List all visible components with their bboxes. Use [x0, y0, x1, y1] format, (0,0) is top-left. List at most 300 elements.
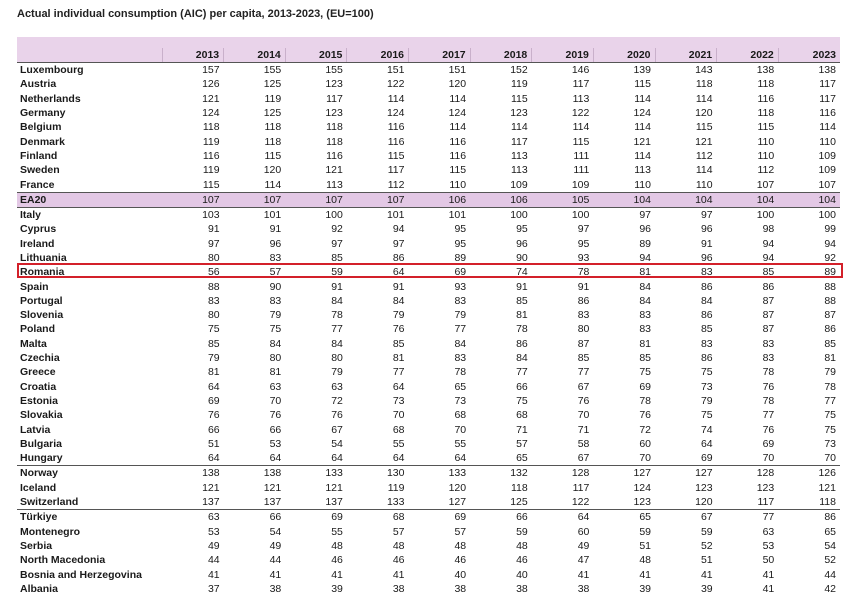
value-cell: 80 — [577, 323, 590, 336]
value-cell: 107 — [818, 178, 836, 191]
value-cell: 116 — [202, 149, 220, 162]
value-cell: 155 — [325, 64, 343, 77]
country-name: France — [20, 178, 55, 191]
value-cell: 115 — [634, 78, 651, 91]
value-cell: 92 — [331, 223, 343, 236]
value-cell: 77 — [331, 323, 343, 336]
value-cell: 81 — [392, 352, 405, 365]
value-cell: 117 — [572, 481, 590, 494]
value-cell: 113 — [511, 149, 528, 162]
year-header-2021: 2021 — [655, 48, 717, 63]
value-cell: 151 — [448, 64, 467, 77]
value-cell: 69 — [454, 266, 467, 279]
value-cell: 123 — [325, 107, 343, 120]
table-row-denmark — [17, 134, 840, 148]
value-cell: 125 — [263, 107, 282, 120]
value-cell: 83 — [454, 352, 467, 365]
value-cell: 123 — [695, 481, 713, 494]
value-cell: 80 — [269, 352, 282, 365]
value-cell: 121 — [818, 481, 836, 494]
value-cell: 110 — [757, 135, 775, 148]
country-name: Bosnia and Herzegovina — [20, 568, 142, 581]
value-cell: 132 — [470, 466, 532, 481]
value-cell: 123 — [510, 107, 528, 120]
value-cell: 97 — [577, 223, 590, 236]
value-cell: 79 — [392, 309, 405, 322]
value-cell: 54 — [824, 539, 836, 552]
table-row-estonia — [17, 394, 840, 408]
value-cell: 66 — [224, 510, 286, 525]
value-cell: 109 — [510, 178, 528, 191]
value-cell: 113 — [634, 164, 651, 177]
value-cell: 100 — [571, 209, 590, 222]
value-cell: 77 — [762, 409, 775, 422]
value-cell: 76 — [762, 380, 775, 393]
value-cell: 40 — [516, 568, 528, 581]
value-cell: 70 — [577, 409, 590, 422]
value-cell: 49 — [269, 539, 282, 552]
value-cell: 84 — [639, 294, 651, 307]
value-cell: 64 — [454, 452, 467, 465]
value-cell: 130 — [347, 466, 409, 481]
value-cell: 115 — [511, 92, 528, 105]
value-cell: 97 — [331, 237, 343, 250]
value-cell: 72 — [639, 423, 651, 436]
country-name: EA20 — [17, 192, 162, 207]
value-cell: 79 — [207, 352, 220, 365]
table-row-netherlands — [17, 92, 840, 106]
value-cell: 70 — [824, 452, 836, 465]
value-cell: 73 — [392, 394, 405, 407]
value-cell: 41 — [639, 568, 651, 581]
value-cell: 74 — [700, 423, 713, 436]
value-cell: 118 — [326, 121, 343, 134]
value-cell: 107 — [756, 178, 775, 191]
value-cell: 85 — [700, 323, 713, 336]
value-cell: 85 — [762, 266, 775, 279]
value-cell: 114 — [449, 92, 467, 105]
value-cell: 127 — [655, 466, 717, 481]
country-name: Sweden — [20, 164, 60, 177]
value-cell: 96 — [700, 252, 713, 264]
value-cell: 60 — [577, 525, 590, 538]
value-cell: 109 — [818, 149, 836, 162]
value-cell: 120 — [448, 78, 467, 91]
year-header-2014: 2014 — [224, 48, 286, 63]
value-cell: 112 — [695, 149, 713, 162]
value-cell: 118 — [264, 135, 282, 148]
value-cell: 64 — [392, 452, 405, 465]
value-cell: 68 — [516, 409, 528, 422]
value-cell: 104 — [778, 192, 840, 207]
value-cell: 73 — [824, 437, 836, 450]
value-cell: 101 — [386, 209, 405, 222]
value-cell: 133 — [285, 466, 347, 481]
table-row-lithuania — [17, 251, 840, 265]
value-cell: 106 — [409, 192, 471, 207]
value-cell: 127 — [593, 466, 655, 481]
value-cell: 123 — [633, 496, 651, 509]
value-cell: 90 — [269, 280, 282, 293]
value-cell: 114 — [634, 149, 651, 162]
value-cell: 96 — [516, 237, 528, 250]
country-name: Poland — [20, 323, 56, 336]
country-name: Slovakia — [20, 409, 63, 422]
country-name: Montenegro — [20, 525, 81, 538]
country-name: Spain — [20, 280, 49, 293]
value-cell: 116 — [819, 107, 836, 120]
value-cell: 53 — [207, 525, 220, 538]
table-row-albania — [17, 582, 840, 596]
value-cell: 66 — [470, 510, 532, 525]
country-name: Austria — [20, 78, 57, 91]
value-cell: 69 — [409, 510, 471, 525]
value-cell: 120 — [448, 481, 467, 494]
value-cell: 69 — [285, 510, 347, 525]
value-cell: 78 — [331, 309, 343, 322]
value-cell: 117 — [572, 78, 590, 91]
value-cell: 53 — [269, 437, 282, 450]
value-cell: 67 — [331, 423, 343, 436]
value-cell: 124 — [386, 107, 405, 120]
value-cell: 47 — [577, 554, 590, 567]
value-cell: 146 — [571, 64, 590, 77]
value-cell: 79 — [269, 309, 282, 322]
value-cell: 74 — [516, 266, 528, 279]
country-name: Germany — [20, 107, 66, 120]
value-cell: 119 — [511, 78, 528, 91]
value-cell: 49 — [577, 539, 590, 552]
value-cell: 75 — [269, 323, 282, 336]
value-cell: 68 — [347, 510, 409, 525]
value-cell: 124 — [633, 107, 651, 120]
value-cell: 55 — [454, 437, 467, 450]
value-cell: 63 — [269, 380, 282, 393]
value-cell: 81 — [639, 266, 651, 279]
country-name: Luxembourg — [20, 64, 84, 77]
value-cell: 120 — [263, 164, 282, 177]
value-cell: 77 — [717, 510, 779, 525]
value-cell: 64 — [700, 437, 713, 450]
country-column-header — [17, 48, 162, 63]
value-cell: 114 — [572, 121, 590, 134]
value-cell: 118 — [202, 121, 220, 134]
value-cell: 110 — [695, 178, 713, 191]
table-row-norway — [17, 466, 840, 481]
value-cell: 116 — [449, 149, 467, 162]
value-cell: 81 — [207, 366, 220, 379]
value-cell: 53 — [762, 539, 775, 552]
value-cell: 93 — [577, 252, 590, 264]
value-cell: 78 — [577, 266, 590, 279]
value-cell: 59 — [516, 525, 528, 538]
value-cell: 118 — [264, 121, 282, 134]
country-name: Denmark — [20, 135, 65, 148]
value-cell: 64 — [207, 380, 220, 393]
table-row-spain — [17, 279, 840, 293]
value-cell: 125 — [263, 78, 282, 91]
value-cell: 79 — [700, 394, 713, 407]
value-cell: 95 — [516, 223, 528, 236]
value-cell: 50 — [762, 554, 775, 567]
value-cell: 115 — [264, 149, 282, 162]
table-row-north-macedonia — [17, 553, 840, 567]
value-cell: 64 — [532, 510, 594, 525]
country-name: Ireland — [20, 237, 55, 250]
value-cell: 143 — [695, 64, 713, 77]
country-name: Norway — [17, 466, 162, 481]
table-row-bosnia-and-herzegovina — [17, 567, 840, 581]
value-cell: 112 — [387, 178, 405, 191]
year-header-2015: 2015 — [285, 48, 347, 63]
value-cell: 84 — [392, 294, 405, 307]
value-cell: 76 — [392, 323, 405, 336]
value-cell: 83 — [269, 252, 282, 264]
value-cell: 104 — [655, 192, 717, 207]
value-cell: 51 — [207, 437, 220, 450]
country-name: Portugal — [20, 294, 63, 307]
value-cell: 104 — [717, 192, 779, 207]
value-cell: 48 — [639, 554, 651, 567]
value-cell: 48 — [331, 539, 343, 552]
value-cell: 80 — [207, 309, 220, 322]
value-cell: 39 — [331, 582, 343, 595]
year-header-2016: 2016 — [347, 48, 409, 63]
value-cell: 91 — [516, 280, 528, 293]
year-header-row — [17, 48, 840, 63]
value-cell: 85 — [331, 252, 343, 264]
year-header-2022: 2022 — [717, 48, 779, 63]
value-cell: 90 — [516, 252, 528, 264]
value-cell: 81 — [824, 352, 836, 365]
value-cell: 76 — [331, 409, 343, 422]
table-row-france — [17, 177, 840, 192]
value-cell: 91 — [392, 280, 405, 293]
value-cell: 97 — [207, 237, 220, 250]
table-header — [17, 37, 840, 63]
table-row-cyprus — [17, 222, 840, 236]
value-cell: 122 — [386, 78, 405, 91]
value-cell: 76 — [577, 394, 590, 407]
value-cell: 84 — [331, 337, 343, 350]
value-cell: 59 — [331, 266, 343, 279]
value-cell: 71 — [577, 423, 590, 436]
value-cell: 55 — [331, 525, 343, 538]
value-cell: 59 — [639, 525, 651, 538]
value-cell: 63 — [331, 380, 343, 393]
value-cell: 138 — [224, 466, 286, 481]
value-cell: 37 — [207, 582, 220, 595]
value-cell: 77 — [392, 366, 405, 379]
value-cell: 121 — [202, 92, 220, 105]
value-cell: 101 — [263, 209, 282, 222]
country-name: Greece — [20, 366, 56, 379]
value-cell: 81 — [639, 337, 651, 350]
value-cell: 85 — [207, 337, 220, 350]
value-cell: 88 — [824, 294, 836, 307]
value-cell: 41 — [700, 568, 713, 581]
table-row-montenegro — [17, 525, 840, 539]
value-cell: 52 — [824, 554, 836, 567]
value-cell: 121 — [202, 481, 220, 494]
value-cell: 118 — [511, 481, 528, 494]
value-cell: 67 — [655, 510, 717, 525]
value-cell: 91 — [700, 237, 713, 250]
value-cell: 79 — [331, 366, 343, 379]
value-cell: 75 — [700, 409, 713, 422]
value-cell: 78 — [762, 394, 775, 407]
value-cell: 118 — [695, 78, 713, 91]
table-row-croatia — [17, 380, 840, 394]
country-name: Czechia — [20, 352, 60, 365]
value-cell: 93 — [454, 280, 467, 293]
value-cell: 97 — [392, 237, 405, 250]
value-cell: 67 — [577, 452, 590, 465]
table-row-bulgaria — [17, 437, 840, 451]
value-cell: 95 — [454, 223, 467, 236]
value-cell: 41 — [577, 568, 590, 581]
country-name: Finland — [20, 149, 58, 162]
value-cell: 92 — [824, 252, 836, 264]
table-row-slovakia — [17, 408, 840, 422]
table-row-hungary — [17, 451, 840, 466]
value-cell: 83 — [700, 337, 713, 350]
value-cell: 46 — [392, 554, 405, 567]
value-cell: 110 — [819, 135, 836, 148]
value-cell: 44 — [824, 568, 836, 581]
value-cell: 77 — [577, 366, 590, 379]
value-cell: 128 — [717, 466, 779, 481]
value-cell: 121 — [633, 135, 651, 148]
country-name: Hungary — [20, 452, 63, 465]
value-cell: 86 — [700, 352, 713, 365]
value-cell: 107 — [162, 192, 224, 207]
year-header-2013: 2013 — [162, 48, 224, 63]
table-row-ireland — [17, 237, 840, 251]
value-cell: 86 — [824, 323, 836, 336]
value-cell: 38 — [454, 582, 467, 595]
value-cell: 103 — [202, 209, 220, 222]
value-cell: 75 — [516, 394, 528, 407]
table-row-luxembourg — [17, 63, 840, 78]
value-cell: 58 — [577, 437, 590, 450]
value-cell: 116 — [387, 135, 405, 148]
value-cell: 125 — [510, 496, 528, 509]
value-cell: 122 — [571, 496, 590, 509]
value-cell: 41 — [392, 568, 405, 581]
value-cell: 119 — [202, 135, 220, 148]
value-cell: 119 — [202, 164, 220, 177]
value-cell: 114 — [449, 121, 467, 134]
table-row-italy — [17, 207, 840, 222]
value-cell: 46 — [331, 554, 343, 567]
table-row-finland — [17, 149, 840, 163]
value-cell: 42 — [824, 582, 836, 595]
value-cell: 55 — [392, 437, 405, 450]
country-name: Estonia — [20, 394, 58, 407]
value-cell: 91 — [207, 223, 220, 236]
value-cell: 107 — [285, 192, 347, 207]
value-cell: 65 — [824, 525, 836, 538]
table-row-iceland — [17, 481, 840, 495]
value-cell: 124 — [448, 107, 467, 120]
value-cell: 114 — [511, 121, 528, 134]
value-cell: 83 — [639, 309, 651, 322]
country-name: Bulgaria — [20, 437, 63, 450]
value-cell: 57 — [269, 266, 282, 279]
year-header-2017: 2017 — [409, 48, 471, 63]
value-cell: 113 — [572, 92, 590, 105]
value-cell: 67 — [577, 380, 590, 393]
value-cell: 70 — [392, 409, 405, 422]
value-cell: 81 — [269, 366, 282, 379]
value-cell: 113 — [326, 178, 343, 191]
value-cell: 48 — [392, 539, 405, 552]
value-cell: 86 — [577, 294, 590, 307]
value-cell: 54 — [331, 437, 343, 450]
value-cell: 84 — [269, 337, 282, 350]
value-cell: 51 — [639, 539, 651, 552]
value-cell: 75 — [207, 323, 220, 336]
value-cell: 138 — [818, 64, 836, 77]
value-cell: 86 — [392, 252, 405, 264]
value-cell: 139 — [633, 64, 651, 77]
table-row-portugal — [17, 294, 840, 308]
value-cell: 89 — [454, 252, 467, 264]
value-cell: 104 — [593, 192, 655, 207]
value-cell: 84 — [516, 352, 528, 365]
country-name: Serbia — [20, 539, 53, 552]
value-cell: 63 — [162, 510, 224, 525]
value-cell: 78 — [454, 366, 467, 379]
value-cell: 116 — [326, 149, 343, 162]
value-cell: 72 — [331, 394, 343, 407]
value-cell: 63 — [762, 525, 775, 538]
table-row-belgium — [17, 120, 840, 134]
country-name: Croatia — [20, 380, 57, 393]
value-cell: 48 — [516, 539, 528, 552]
value-cell: 83 — [207, 294, 220, 307]
value-cell: 65 — [454, 380, 467, 393]
value-cell: 66 — [269, 423, 282, 436]
value-cell: 64 — [392, 380, 405, 393]
country-name: Cyprus — [20, 223, 57, 236]
value-cell: 41 — [762, 568, 775, 581]
table-row-greece — [17, 365, 840, 379]
value-cell: 41 — [269, 568, 282, 581]
value-cell: 110 — [634, 178, 651, 191]
value-cell: 66 — [207, 423, 220, 436]
value-cell: 118 — [757, 107, 775, 120]
value-cell: 115 — [449, 164, 467, 177]
value-cell: 117 — [819, 78, 836, 91]
value-cell: 70 — [454, 423, 467, 436]
table-row-t-rkiye — [17, 510, 840, 525]
value-cell: 119 — [387, 481, 405, 494]
value-cell: 83 — [639, 323, 651, 336]
value-cell: 85 — [824, 337, 836, 350]
value-cell: 69 — [207, 394, 220, 407]
value-cell: 64 — [392, 266, 405, 279]
value-cell: 94 — [824, 237, 836, 250]
value-cell: 95 — [454, 237, 467, 250]
data-table-container — [17, 37, 840, 596]
value-cell: 83 — [577, 309, 590, 322]
value-cell: 109 — [818, 164, 836, 177]
value-cell: 80 — [207, 252, 220, 264]
value-cell: 86 — [516, 337, 528, 350]
value-cell: 65 — [593, 510, 655, 525]
